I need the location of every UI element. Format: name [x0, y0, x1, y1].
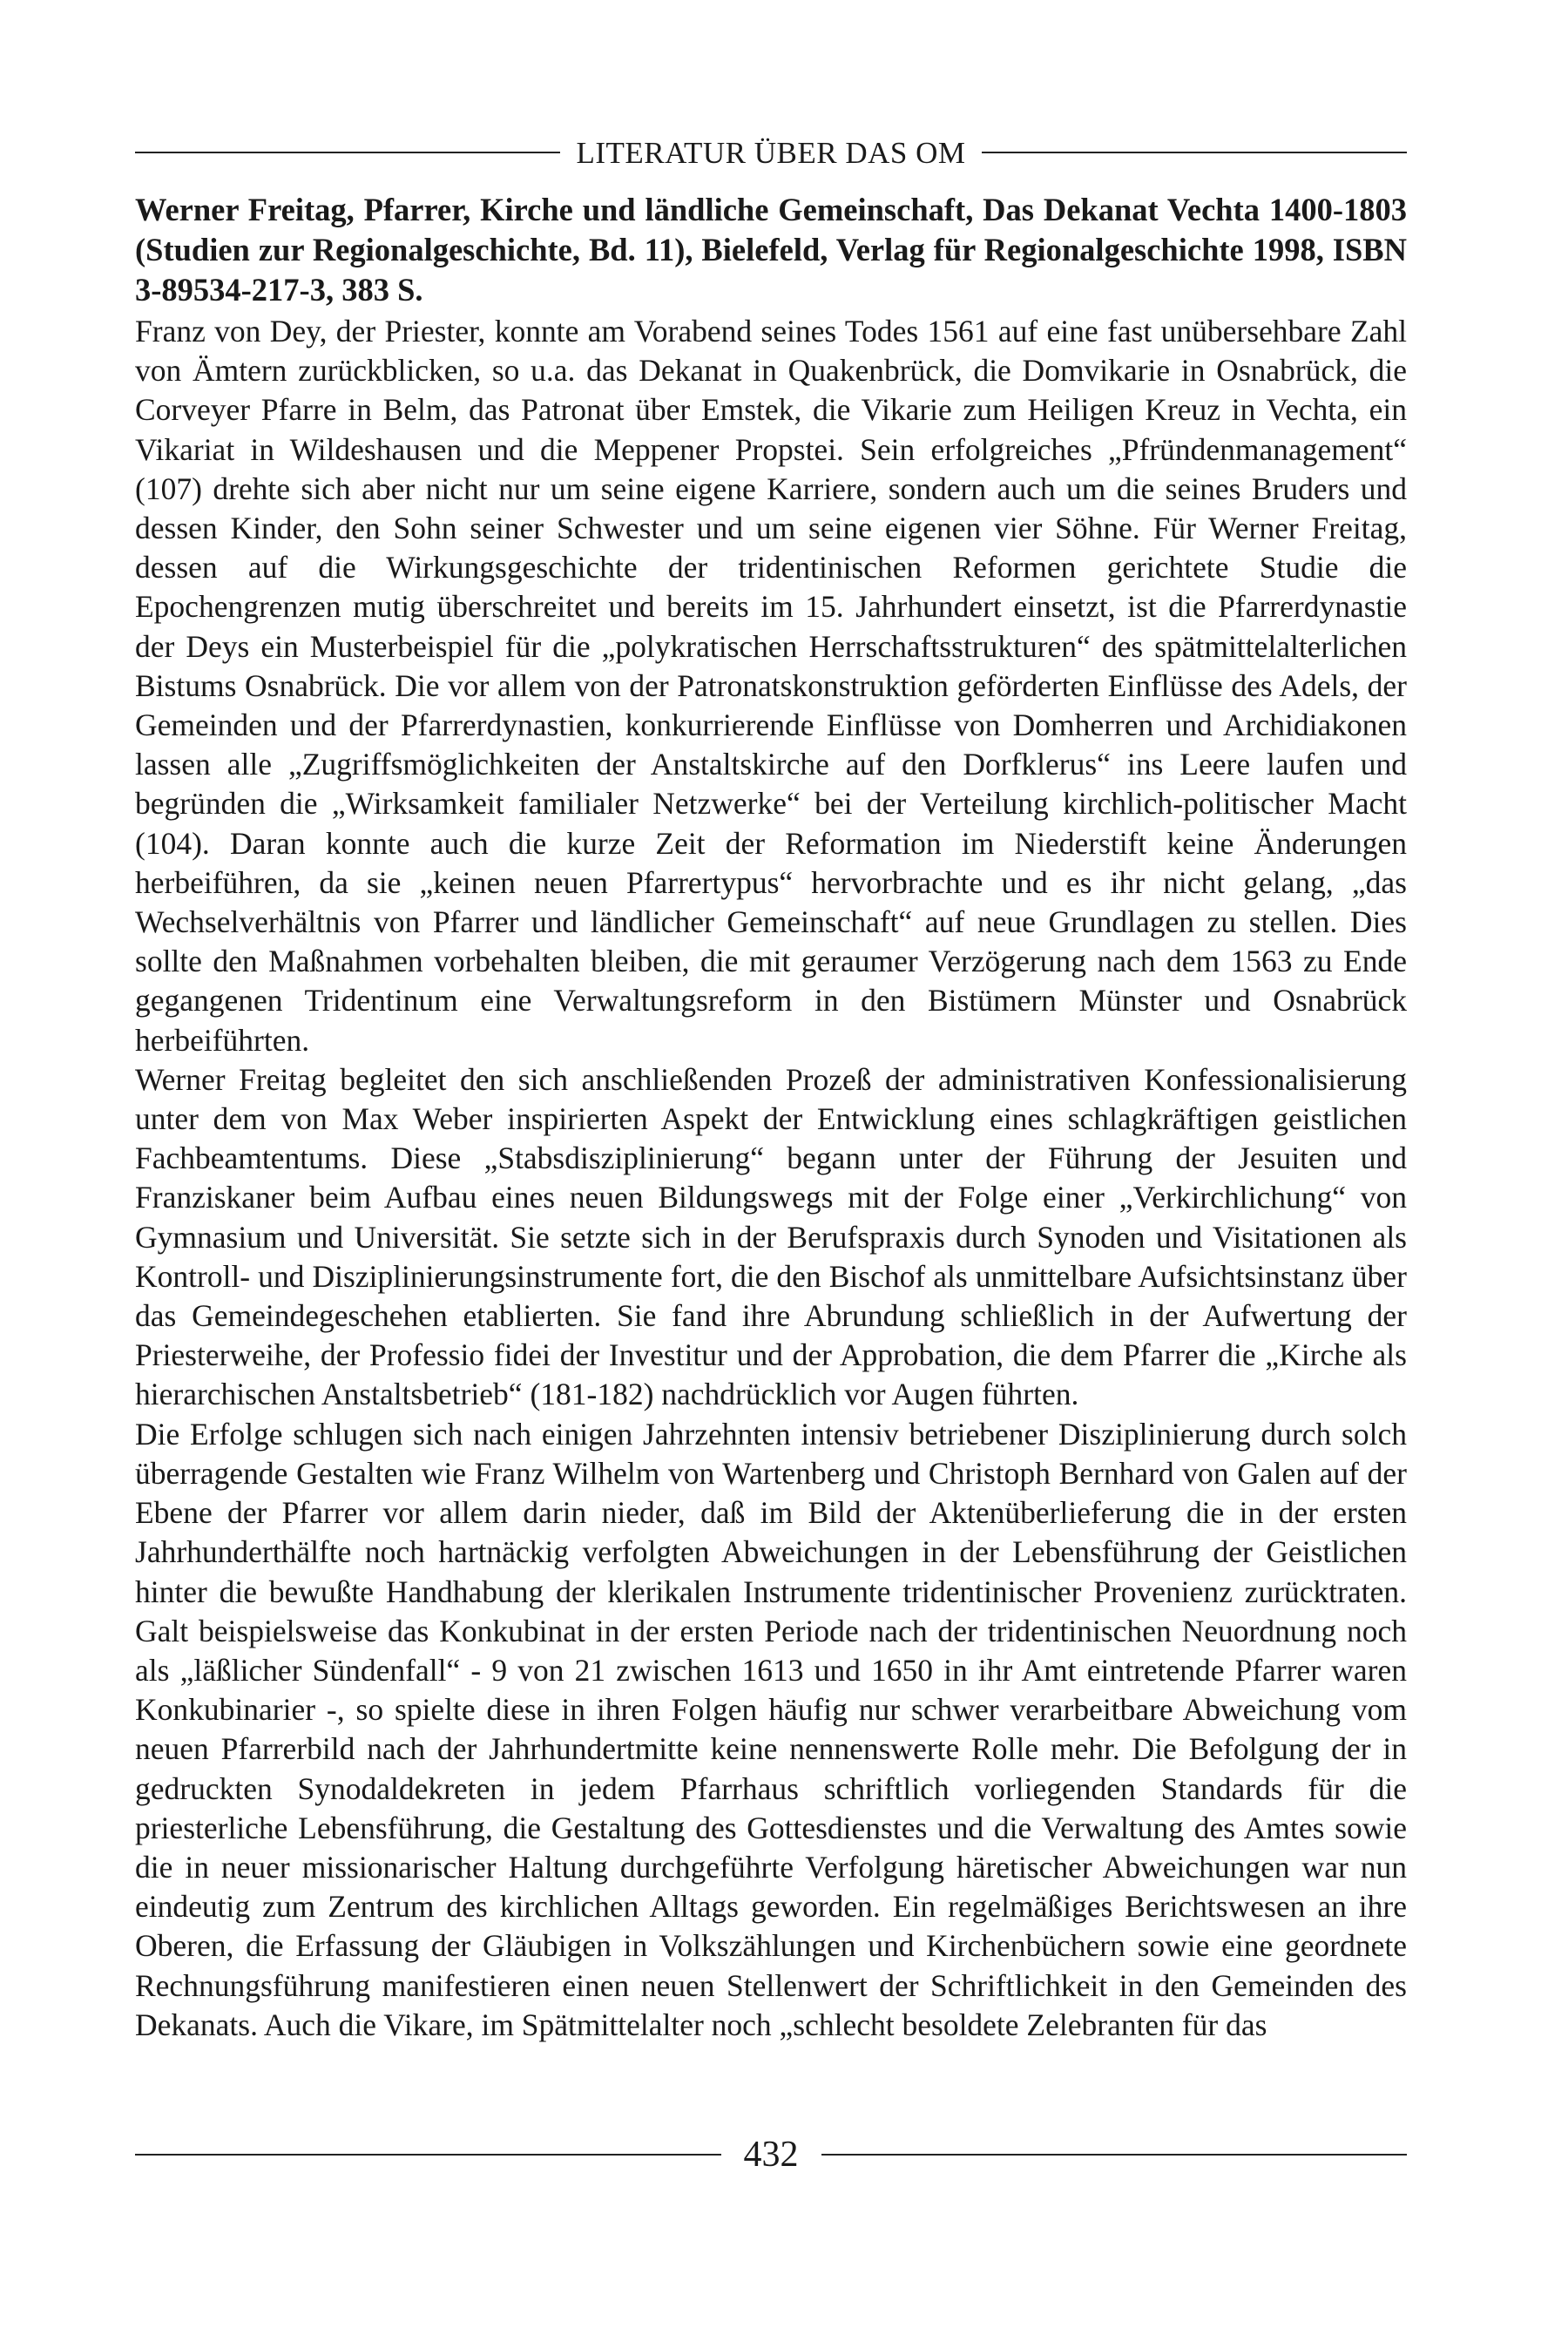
- paragraph-1: Franz von Dey, der Priester, konnte am Vorabend seines Todes 1561 auf eine fast unübersehbare Zahl von Ämtern zurückblicken, so u.a. das Dekanat in Quakenbrück, die Domvikarie in Osnabrück, die Corveyer Pfarre in Belm, das Patronat über Emstek, die Vikarie zum Heiligen Kreuz in Vechta, ein Vikariat in Wildeshausen und die Meppener Propstei. Sein erfolgreiches „Pfründenmanagement“ (107) drehte sich aber nicht nur um seine eigene Karriere, sondern auch um die seines Bruders und dessen Kinder, den Sohn seiner Schwester und um seine eigenen vier Söhne. Für Werner Freitag, dessen auf die Wirkungsgeschichte der tridentinischen Reformen gerichtete Studie die Epochengrenzen mutig überschreitet und bereits im 15. Jahrhundert einsetzt, ist die Pfarrerdynastie der Deys ein Musterbeispiel für die „polykratischen Herrschaftsstrukturen“ des spätmittelalterlichen Bistums Osnabrück. Die vor allem von der Patronatskonstruktion geförderten Einflüsse des Adels, der Gemeinden und der Pfarrerdynastien, konkurrierende Einflüsse von Domherren und Archidiakonen lassen alle „Zugriffsmöglichkeiten der Anstaltskirche auf den Dorfklerus“ ins Leere laufen und begründen die „Wirksamkeit familialer Netzwerke“ bei der Verteilung kirchlich-politischer Macht (104). Daran konnte auch die kurze Zeit der Reformation im Niederstift keine Änderungen herbeiführen, da sie „keinen neuen Pfarrertypus“ hervorbrachte und es ihr nicht gelang, „das Wechselverhältnis von Pfarrer und ländlicher Gemeinschaft“ auf neue Grundlagen zu stellen. Dies sollte den Maßnahmen vorbehalten bleiben, die mit geraumer Verzögerung nach dem 1563 zu Ende gegangenen Tridentinum eine Verwaltungsreform in den Bistümern Münster und Osnabrück herbeiführten.: [135, 314, 1407, 1058]
- footer-rule-right: [821, 2154, 1408, 2156]
- book-citation: Werner Freitag, Pfarrer, Kirche und ländliche Gemeinschaft, Das Dekanat Vechta 1400-1803 (Studien zur Regionalgeschichte, Bd. 11), Bielefeld, Verlag für Regionalgeschichte 1998, ISBN 3-89534-217-3, 383 S.: [135, 192, 1407, 308]
- footer-rule-left: [135, 2154, 721, 2156]
- page-number: 432: [743, 2135, 799, 2175]
- paragraph-3: Die Erfolge schlugen sich nach einigen Jahrzehnten intensiv betriebener Disziplinierung durch solch überragende Gestalten wie Franz Wilhelm von Wartenberg und Christoph Bernhard von Galen auf der Ebene der Pfarrer vor allem darin nieder, daß im Bild der Aktenüberlieferung die in der ersten Jahrhunderthälfte noch hartnäckig verfolgten Abweichungen in der Lebensführung der Geistlichen hinter die bewußte Handhabung der klerikalen Instrumente tridentinischer Provenienz zurücktraten. Galt beispielsweise das Konkubinat in der ersten Periode nach der tridentinischen Neuordnung noch als „läßlicher Sündenfall“ - 9 von 21 zwischen 1613 und 1650 in ihr Amt eintretende Pfarrer waren Konkubinarier -, so spielte diese in ihren Folgen häufig nur schwer verarbeitbare Abweichung vom neuen Pfarrerbild nach der Jahrhundertmitte keine nennenswerte Rolle mehr. Die Befolgung der in gedruckten Synodaldekreten in jedem Pfarrhaus schriftlich vorliegenden Standards für die priesterliche Lebensführung, die Gestaltung des Gottesdienstes und die Verwaltung des Amtes sowie die in neuer missionarischer Haltung durchgeführte Verfolgung häretischer Abweichungen war nun eindeutig zum Zentrum des kirchlichen Alltags geworden. Ein regelmäßiges Berichtswesen an ihre Oberen, die Erfassung der Gläubigen in Volkszählungen und Kirchenbüchern sowie eine geordnete Rechnungsführung manifestieren einen neuen Stellenwert der Schriftlichkeit in den Gemeinden des Dekanats. Auch die Vikare, im Spätmittelalter noch „schlecht besoldete Zelebranten für das: [135, 1416, 1407, 2042]
- header-rule-left: [135, 152, 560, 153]
- page-body: [135, 190, 1407, 2045]
- running-title: LITERATUR ÜBER DAS OM: [576, 135, 966, 170]
- header-rule-right: [982, 152, 1407, 153]
- page-footer: [135, 2133, 1407, 2176]
- paragraph-2: Werner Freitag begleitet den sich anschließenden Prozeß der administrativen Konfessionalisierung unter dem von Max Weber inspirierten Aspekt der Entwicklung eines schlagkräftigen geistlichen Fachbeamtentums. Diese „Stabsdisziplinierung“ begann unter der Führung der Jesuiten und Franziskaner beim Aufbau eines neuen Bildungswegs mit der Folge einer „Verkirchlichung“ von Gymnasium und Universität. Sie setzte sich in der Berufspraxis durch Synoden und Visitationen als Kontroll- und Disziplinierungsinstrumente fort, die den Bischof als unmittelbare Aufsichtsinstanz über das Gemeindegeschehen etablierten. Sie fand ihre Abrundung schließlich in der Aufwertung der Priesterweihe, der Professio fidei der Investitur und der Approbation, die dem Pfarrer die „Kirche als hierarchischen Anstaltsbetrieb“ (181-182) nachdrücklich vor Augen führten.: [135, 1061, 1407, 1412]
- running-header: [135, 131, 1407, 174]
